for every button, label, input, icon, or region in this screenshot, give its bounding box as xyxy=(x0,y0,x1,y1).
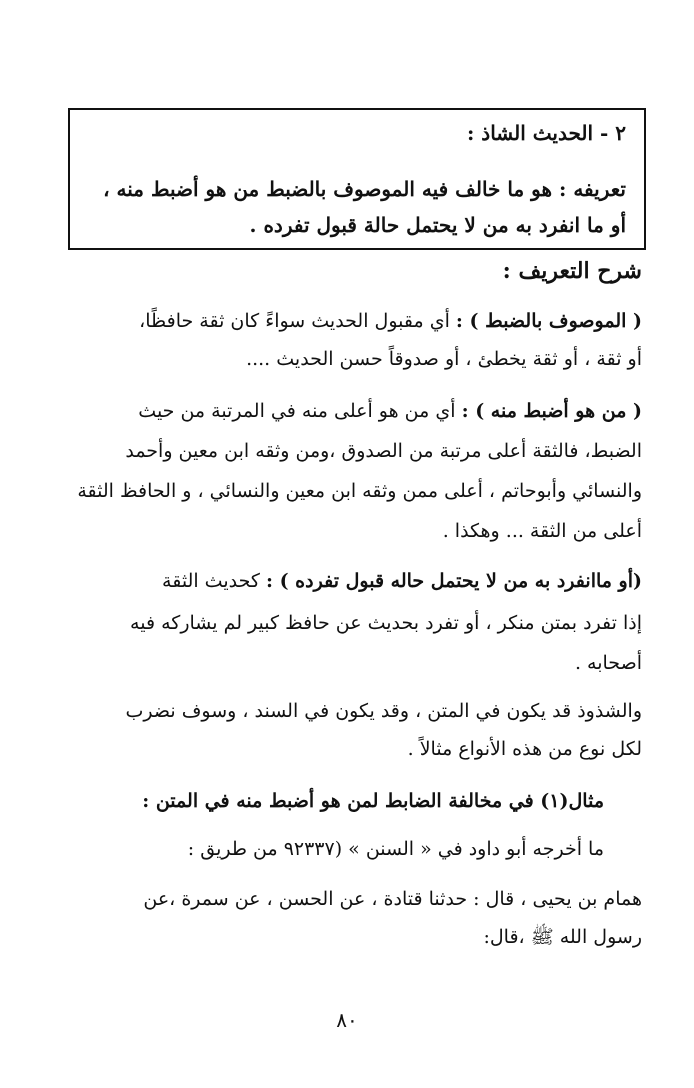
paragraph-3-line-1 xyxy=(52,566,642,596)
paragraph-2-line-1 xyxy=(52,396,642,426)
paragraph-4-line-1: والشذوذ قد يكون في المتن ، وقد يكون في السند ، وسوف نضرب xyxy=(125,700,642,722)
paragraph-5: ما أخرجه أبو داود في « السنن » (٩٢٣٣٧ من طريق : xyxy=(187,838,604,860)
term-label: ( من هو أضبط منه ) : xyxy=(461,400,642,422)
definition-line-1 xyxy=(78,174,626,204)
section-title: ٢ - الحديث الشاذ : xyxy=(466,121,626,145)
definition-text-1: هو ما خالف فيه الموصوف بالضبط من هو أضبط منه ، xyxy=(103,177,553,201)
paragraph-2-line-4: أعلى من الثقة ... وهكذا . xyxy=(442,520,642,542)
paragraph-text: كحديث الثقة xyxy=(162,570,260,592)
example-heading: مثال(١) في مخالفة الضابط لمن هو أضبط منه في المتن : xyxy=(142,790,604,812)
definition-label: تعريفه : xyxy=(558,177,626,201)
definition-line-2: أو ما انفرد به من لا يحتمل حالة قبول تفرده . xyxy=(249,213,626,237)
paragraph-6-line-1: همام بن يحيى ، قال : حدثنا قتادة ، عن الحسن ، عن سمرة ،عن xyxy=(143,888,642,910)
term-label: (أو ماانفرد به من لا يحتمل حاله قبول تفرده ) : xyxy=(265,570,642,592)
paragraph-1-line-2: أو ثقة ، أو ثقة يخطئ ، أو صدوقاً حسن الحديث .... xyxy=(246,348,642,370)
paragraph-3-line-3: أصحابه . xyxy=(574,652,642,674)
term-label: ( الموصوف بالضبط ) : xyxy=(455,310,642,332)
definition-box xyxy=(68,108,646,250)
paragraph-text: أي من هو أعلى منه في المرتبة من حيث xyxy=(138,400,456,422)
paragraph-3-line-2: إذا تفرد بمتن منكر ، أو تفرد بحديث عن حافظ كبير لم يشاركه فيه xyxy=(130,612,642,634)
paragraph-6-line-2: رسول الله ﷺ ،قال: xyxy=(483,926,642,948)
paragraph-2-line-2: الضبط، فالثقة أعلى مرتبة من الصدوق ،ومن وثقه ابن معين وأحمد xyxy=(125,440,642,462)
paragraph-1-line-1 xyxy=(52,306,642,336)
paragraph-text: أي مقبول الحديث سواءً كان ثقة حافظًا، xyxy=(139,310,450,332)
paragraph-4-line-2: لكل نوع من هذه الأنواع مثالاً . xyxy=(407,738,642,760)
paragraph-2-line-3: والنسائي وأبوحاتم ، أعلى ممن وثقه ابن معين والنسائي ، و الحافظ الثقة xyxy=(77,480,642,502)
page-number: ٨٠ xyxy=(336,1008,358,1032)
explanation-heading: شرح التعريف : xyxy=(502,258,642,284)
